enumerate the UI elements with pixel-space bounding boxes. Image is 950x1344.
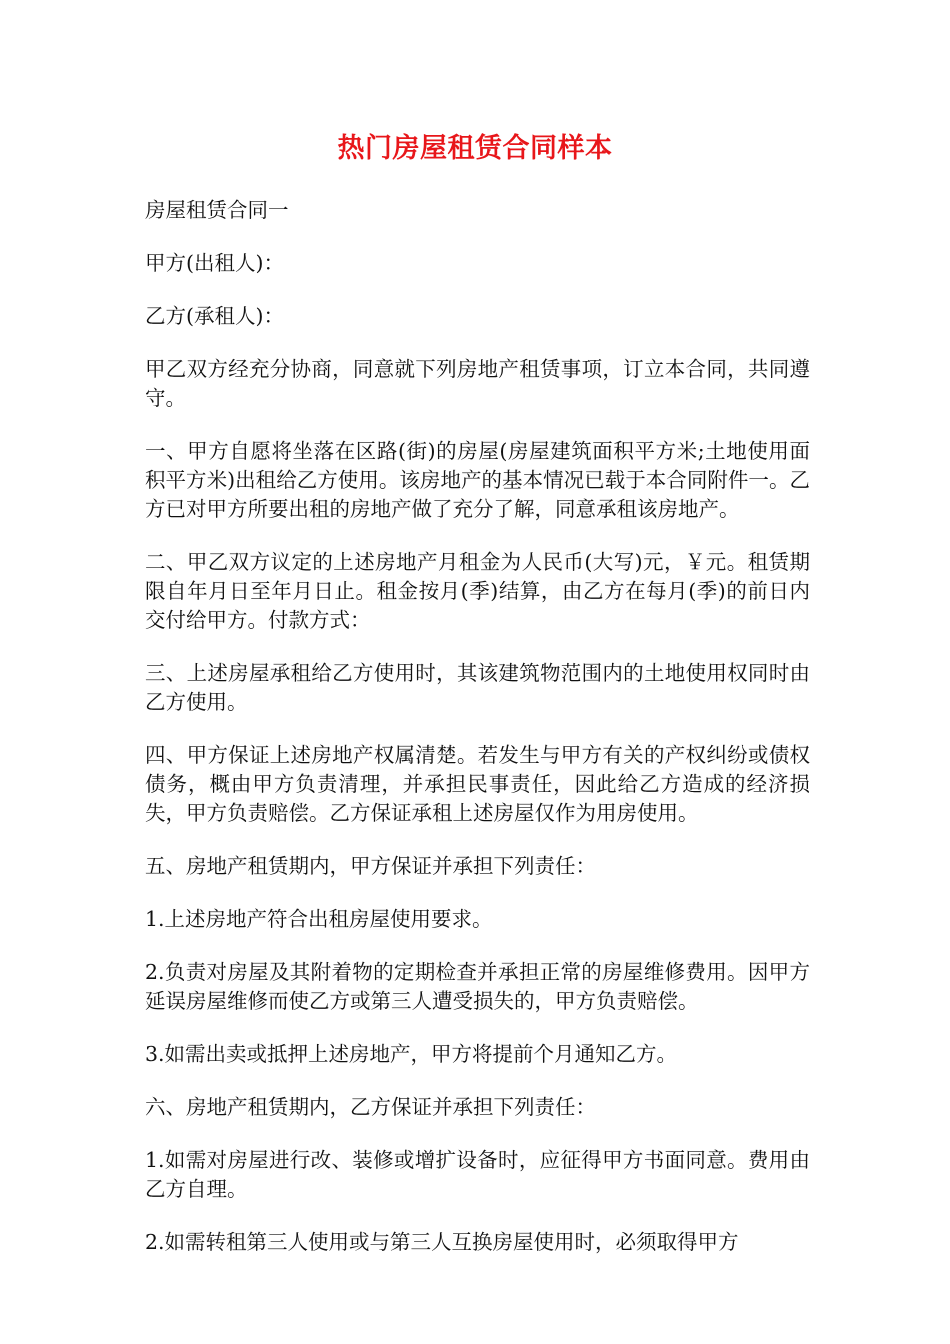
paragraph-preamble: 甲乙双方经充分协商，同意就下列房地产租赁事项，订立本合同，共同遵守。 <box>145 357 810 410</box>
paragraph-clause-6: 六、房地产租赁期内，乙方保证并承担下列责任： <box>145 1095 596 1119</box>
paragraph-clause-3: 三、上述房屋承租给乙方使用时，其该建筑物范围内的土地使用权同时由乙方使用。 <box>145 661 810 714</box>
paragraph-clause-6-item-2: 2.如需转租第三人使用或与第三人互换房屋使用时，必须取得甲方 <box>145 1230 739 1254</box>
paragraph-clause-5: 五、房地产租赁期内，甲方保证并承担下列责任： <box>145 854 596 878</box>
paragraph-party-a: 甲方(出租人)： <box>145 251 284 275</box>
paragraph-clause-1: 一、甲方自愿将坐落在区路(街)的房屋(房屋建筑面积平方米;土地使用面积平方米)出租给乙方使用。该房地产的基本情况已载于本合同附件一。乙方已对甲方所要出租的房地产做了充分了解，同意承租该房地产。 <box>145 439 810 521</box>
paragraph-clause-4: 四、甲方保证上述房地产权属清楚。若发生与甲方有关的产权纠纷或债权债务，概由甲方负责清理，并承担民事责任，因此给乙方造成的经济损失，甲方负责赔偿。乙方保证承租上述房屋仅作为用房使用。 <box>145 743 810 825</box>
paragraph-party-b: 乙方(承租人)： <box>145 304 284 328</box>
paragraph-contract-heading: 房屋租赁合同一 <box>145 198 289 222</box>
document-title: 热门房屋租赁合同样本 <box>337 133 613 164</box>
paragraph-clause-6-item-1: 1.如需对房屋进行改、装修或增扩设备时，应征得甲方书面同意。费用由乙方自理。 <box>145 1148 810 1201</box>
paragraph-clause-5-item-2: 2.负责对房屋及其附着物的定期检查并承担正常的房屋维修费用。因甲方延误房屋维修而使乙方或第三人遭受损失的，甲方负责赔偿。 <box>145 960 810 1013</box>
document-body <box>145 196 810 1281</box>
paragraph-clause-5-item-3: 3.如需出卖或抵押上述房地产，甲方将提前个月通知乙方。 <box>145 1042 678 1066</box>
paragraph-clause-2: 二、甲乙双方议定的上述房地产月租金为人民币(大写)元，￥元。租赁期限自年月日至年月日止。租金按月(季)结算，由乙方在每月(季)的前日内交付给甲方。付款方式： <box>145 550 810 632</box>
paragraph-clause-5-item-1: 1.上述房地产符合出租房屋使用要求。 <box>145 907 493 931</box>
